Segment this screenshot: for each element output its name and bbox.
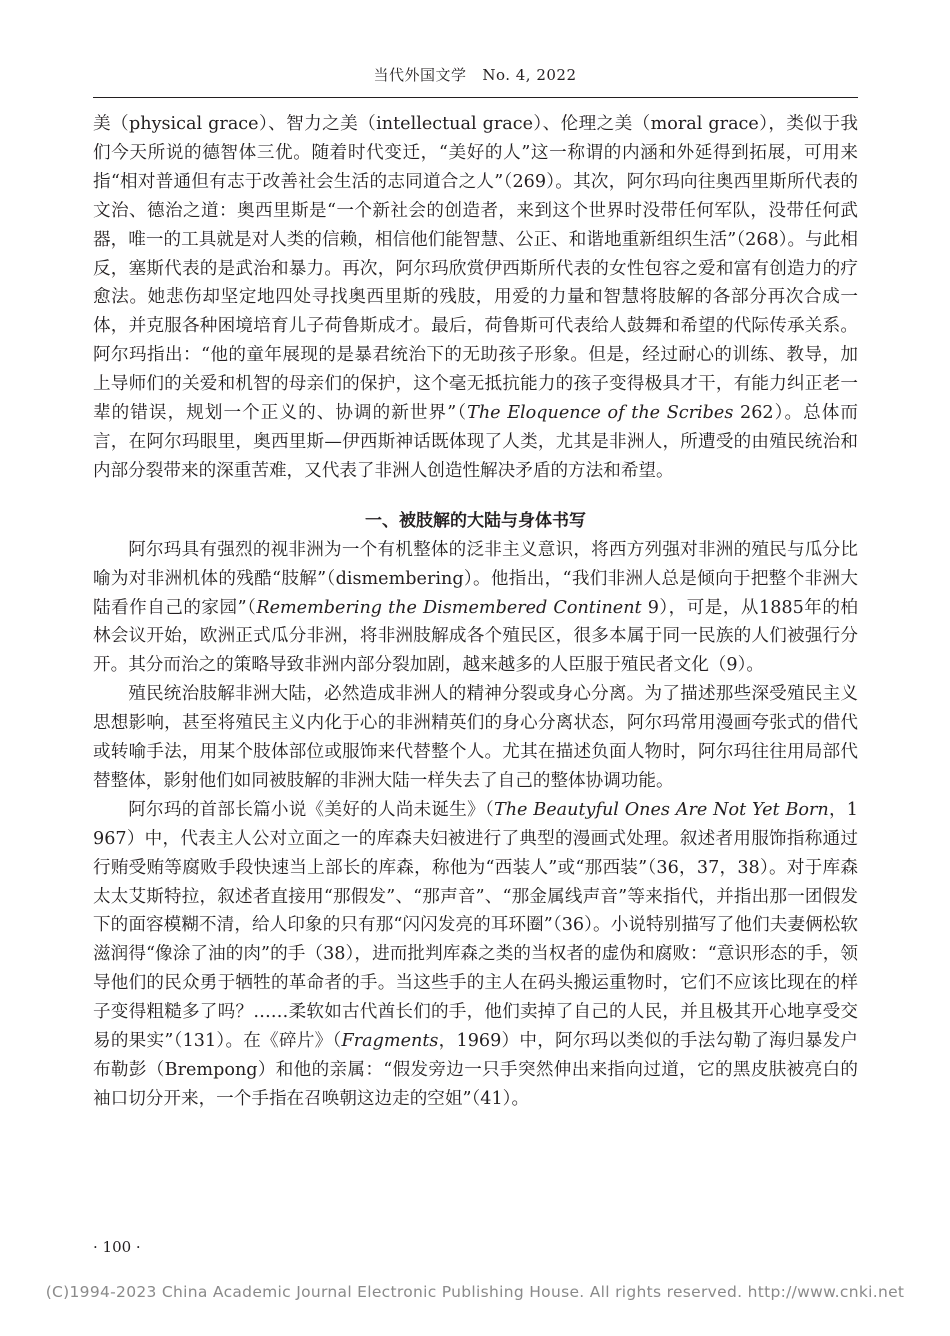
paragraph-text: 阿尔玛的首部长篇小说《美好的人尚未诞生》（ <box>128 799 494 820</box>
paragraph-text: 美（physical grace）、智力之美（intellectual grace）、伦理之美（moral grace），类似于我们今天所说的德智体三优。随着时代变迁，“美好的人”这一称谓的内涵和外延得到拓展，可用来指“相对普通但有志于改善社会生活的志同道合之人”（269）。其次，阿尔玛向往奥西里斯所代表的文治、德治之道：奥西里斯是“一个新社会的创造者，来到这个世界时没带任何军队，没带任何武器，唯一的工具就是对人类的信赖，相信他们能智慧、公正、和谐地重新组织生活”（268）。与此相反，塞斯代表的是武治和暴力。再次，阿尔玛欣赏伊西斯所代表的女性包容之爱和富有创造力的疗愈法。她悲伤却坚定地四处寻找奥西里斯的残肢，用爱的力量和智慧将肢解的各部分再次合成一体，并克服各种困境培育儿子荷鲁斯成才。最后，荷鲁斯可代表给人鼓舞和希望的代际传承关系。阿尔玛指出：“他的童年展现的是暴君统治下的无助孩子形象。但是，经过耐心的训练、教导，加上导师们的关爱和机智的母亲们的保护，这个毫无抵抗能力的孩子变得极具才干，有能力纠正老一辈的错误，规划一个正义的、协调的新世界”（ <box>93 114 858 424</box>
copyright-footer: (C)1994-2023 China Academic Journal Electronic Publishing House. All rights reserved. http://www.cnki.net <box>45 1283 905 1301</box>
paragraph <box>93 536 858 681</box>
issue-number: No. 4, 2022 <box>482 66 577 84</box>
section-heading: 一、被肢解的大陆与身体书写 <box>365 510 586 531</box>
paragraph-text: ，1967）中，代表主人公对立面之一的库森夫妇被进行了典型的漫画式处理。叙述者用服饰指称通过行贿受贿等腐败手段快速当上部长的库森，称他为“西装人”或“那西装”（36，37，38）。对于库森太太艾斯特拉，叙述者直接用“那假发”、“那声音”、“那金属线声音”等来指代，并指出那一团假发下的面容模糊不清，给人印象的只有那“闪闪发亮的耳环圈”（36）。小说特别描写了他们夫妻俩松软滋润得“像涂了油的肉”的手（38），进而批判库森之类的当权者的虚伪和腐败：“意识形态的手，领导他们的民众勇于牺牲的革命者的手。当这些手的主人在码头搬运重物时，它们不应该比现在的样子变得粗糙多了吗？……柔软如古代酋长们的手，他们卖掉了自己的人民，并且极其开心地享受交易的果实”（131）。在《碎片》（ <box>93 799 858 1052</box>
paragraph-text: 阿尔玛具有强烈的视非洲为一个有机整体的泛非主义意识，将西方列强对非洲的殖民与瓜分比喻为对非洲机体的残酷“肢解”（dismembering）。他指出，“我们非洲人总是倾向于把整个非洲大陆看作自己的家园”（ <box>93 539 858 618</box>
work-title: Fragments <box>341 1031 439 1052</box>
paragraph-text: 262）。总体而言，在阿尔玛眼里，奥西里斯—伊西斯神话既体现了人类，尤其是非洲人，所遭受的由殖民统治和内部分裂带来的深重苦难，又代表了非洲人创造性解决矛盾的方法和希望。 <box>93 403 859 481</box>
paragraph <box>93 796 858 1114</box>
running-header <box>0 64 950 85</box>
work-title: The Beautyful Ones Are Not Yet Born <box>493 799 829 820</box>
paragraph-continued <box>93 110 858 486</box>
page-number: · 100 · <box>93 1238 141 1256</box>
paragraph-text: 9），可是，从1885年的柏林会议开始，欧洲正式瓜分非洲，将非洲肢解成各个殖民区，很多本属于同一民族的人们被强行分开。其分而治之的策略导致非洲内部分裂加剧，越来越多的人臣服于殖民者文化（9）。 <box>93 597 858 676</box>
article-body <box>93 110 858 1114</box>
journal-name: 当代外国文学 <box>373 66 467 84</box>
header-rule <box>93 97 858 98</box>
work-title: The Eloquence of the Scribes <box>467 403 734 424</box>
work-title: Remembering the Dismembered Continent <box>256 597 642 618</box>
paragraph-text: ，1969）中，阿尔玛以类似的手法勾勒了海归暴发户布勒彭（Brempong）和他的亲属：“假发旁边一只手突然伸出来指向过道，它的黑皮肤被亮白的袖口切分开来，一个手指在召唤朝这边走的空姐”（41）。 <box>93 1031 858 1109</box>
paragraph: 殖民统治肢解非洲大陆，必然造成非洲人的精神分裂或身心分离。为了描述那些深受殖民主义思想影响，甚至将殖民主义内化于心的非洲精英们的身心分离状态，阿尔玛常用漫画夸张式的借代或转喻手法，用某个肢体部位或服饰来代替整个人。尤其在描述负面人物时，阿尔玛往往用局部代替整体，影射他们如同被肢解的非洲大陆一样失去了自己的整体协调功能。 <box>93 684 858 791</box>
